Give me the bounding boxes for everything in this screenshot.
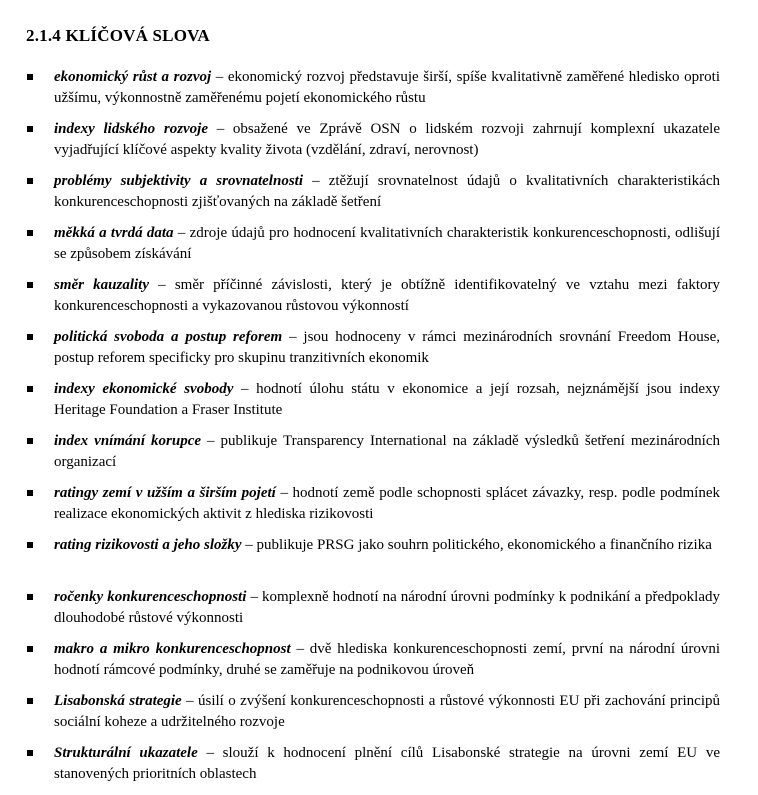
list-item xyxy=(26,483,720,535)
bullet-icon xyxy=(27,490,33,496)
list-item xyxy=(26,743,720,795)
keyword-definition: – ztěžují srovnatelnost údajů o kvalitativních charakteristikách konkurenceschopnosti zjišťovaných na základě šetření xyxy=(54,173,720,210)
keyword-term: indexy ekonomické svobody xyxy=(54,381,234,397)
list-item xyxy=(26,535,720,587)
list-item xyxy=(26,379,720,431)
list-item xyxy=(26,431,720,483)
keyword-term: ratingy zemí v užším a širším pojetí xyxy=(54,485,276,501)
bullet-icon xyxy=(27,230,33,236)
list-item xyxy=(26,67,720,119)
list-item xyxy=(26,691,720,743)
keyword-term: Strukturální ukazatele xyxy=(54,745,198,761)
keyword-definition: – jsou hodnoceny v rámci mezinárodních srovnání Freedom House, postup reforem specificky pro skupinu tranzitivních ekonomik xyxy=(54,329,720,366)
keyword-term: index vnímání korupce xyxy=(54,433,202,449)
keyword-term: Lisabonská strategie xyxy=(54,693,182,709)
bullet-icon xyxy=(27,750,33,756)
keyword-definition: – hodnotí úlohu státu v ekonomice a její rozsah, nejznámější jsou indexy Heritage Foundation a Fraser Institute xyxy=(54,381,720,418)
bullet-icon xyxy=(27,594,33,600)
list-item xyxy=(26,639,720,691)
section-heading: 2.1.4 KLÍČOVÁ SLOVA xyxy=(26,26,210,45)
keyword-definition: – slouží k hodnocení plnění cílů Lisabonské strategie na úrovni zemí EU ve stanovených prioritních oblastech xyxy=(54,745,721,782)
keyword-term: indexy lidského rozvoje xyxy=(54,121,209,137)
list-item xyxy=(26,587,720,639)
bullet-icon xyxy=(27,698,33,704)
bullet-icon xyxy=(27,438,33,444)
keyword-definition: – směr příčinné závislosti, který je obtížně identifikovatelný ve vztahu mezi faktory konkurenceschopnosti a vykazovanou růstovou výkonností xyxy=(54,277,720,314)
keyword-definition: – zdroje údajů pro hodnocení kvalitativních charakteristik konkurenceschopnosti, odlišují se způsobem získávání xyxy=(54,225,720,262)
keyword-term: problémy subjektivity a srovnatelnosti xyxy=(54,173,303,189)
list-item xyxy=(26,119,720,171)
bullet-icon xyxy=(27,386,33,392)
keyword-term: ročenky konkurenceschopnosti xyxy=(54,589,247,605)
bullet-icon xyxy=(27,282,33,288)
keyword-definition: – dvě hlediska konkurenceschopnosti zemí, první na národní úrovni hodnotí rámcové podmínky, druhé se zaměřuje na podnikovou úroveň xyxy=(54,641,720,678)
list-item xyxy=(26,275,720,327)
bullet-icon xyxy=(27,334,33,340)
keyword-term: politická svoboda a postup reforem xyxy=(54,329,283,345)
keyword-definition: – obsažené ve Zprávě OSN o lidském rozvoji zahrnují komplexní ukazatele vyjadřující klíčové aspekty kvality života (vzdělání, zdraví, nerovnost) xyxy=(54,121,720,158)
keyword-term: měkká a tvrdá data xyxy=(54,225,174,241)
keyword-definition: – komplexně hodnotí na národní úrovni podmínky k podnikání a předpoklady dlouhodobé růstové výkonnosti xyxy=(54,589,720,626)
list-item xyxy=(26,171,720,223)
keyword-definition: – publikuje Transparency International na základě výsledků šetření mezinárodních organizací xyxy=(54,433,720,470)
bullet-icon xyxy=(27,74,33,80)
keyword-term: makro a mikro konkurenceschopnost xyxy=(54,641,291,657)
bullet-icon xyxy=(27,126,33,132)
bullet-icon xyxy=(27,542,33,548)
keyword-definition: – hodnotí země podle schopnosti splácet závazky, resp. podle podmínek realizace ekonomických aktivit z hlediska rizikovosti xyxy=(54,485,720,522)
keyword-definition: – ekonomický rozvoj představuje širší, spíše kvalitativně zaměřené hledisko oproti užšímu, výkonnostně zaměřenému pojetí ekonomického růstu xyxy=(54,69,720,106)
list-item xyxy=(26,223,720,275)
keyword-term: ekonomický růst a rozvoj xyxy=(54,69,212,85)
bullet-icon xyxy=(27,646,33,652)
list-item xyxy=(26,327,720,379)
keyword-definition: – úsilí o zvýšení konkurenceschopnosti a růstové výkonnosti EU při zachování principů sociální koheze a udržitelného rozvoje xyxy=(54,693,720,730)
bullet-icon xyxy=(27,178,33,184)
keyword-list xyxy=(26,67,720,795)
keyword-term: rating rizikovosti a jeho složky xyxy=(54,537,242,553)
keyword-definition: – publikuje PRSG jako souhrn politického, ekonomického a finančního rizika xyxy=(241,537,712,553)
keyword-term: směr kauzality xyxy=(54,277,149,293)
